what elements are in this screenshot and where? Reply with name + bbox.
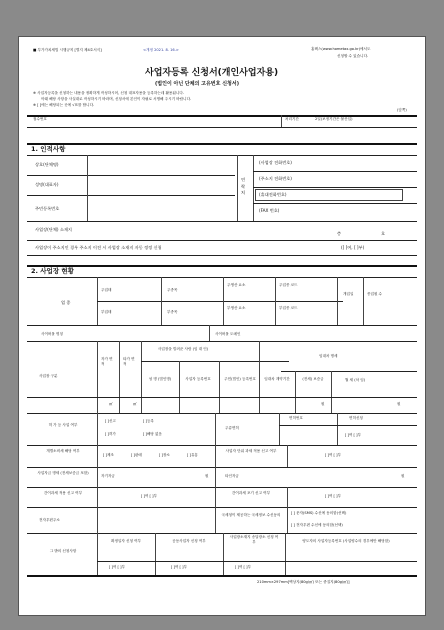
sub-sector: 부생산 요소 (227, 306, 246, 310)
main-business-type: 주업태 (101, 288, 112, 292)
auto-address-change-choice[interactable]: ([ ]여, [ ]부) (341, 245, 365, 250)
lessor-id-label: 주민(법인) 등록번호 (224, 377, 256, 381)
revision-date: <개정 2021. 8. 16.> (143, 48, 179, 52)
processing-period-label: 처리기간 (285, 117, 299, 121)
unit-taxation-label: 사업자 단위 과세 적용 신고 여부 (225, 449, 277, 453)
contact-label: 연 락 처 (241, 177, 246, 196)
license-apply-choice[interactable]: [ ]여 [ ]부 (345, 433, 361, 437)
joint-business-choice[interactable]: [ ]여 [ ]부 (171, 565, 187, 569)
floor-suffix: 층 (337, 231, 342, 236)
form-reference: ■ 부가가치세법 시행규칙 [별지 제4호서식] (33, 48, 102, 52)
main-business-item: 주종목 (167, 288, 178, 292)
mobile-label: (휴대전화번호) (259, 192, 287, 197)
resident-number-label: 주민등록번호 (35, 206, 60, 211)
owned-area-label: 자가 면적 (101, 357, 113, 367)
transferor-biz-no-label: 양도자의 사업자등록번호 (사업양수의 경우에만 해당함) (302, 539, 390, 543)
nts-notice-label: 국세청이 제공하는 국세정보 수신동의 (221, 513, 281, 517)
deposit-won-unit: 원 (321, 402, 325, 406)
simplified-abandon-label: 간이과세 포기 신고 여부 (231, 491, 271, 495)
home-phone-label: (주소지 전화번호) (259, 176, 292, 181)
monthly-rent-label: 월 세 (차 임) (345, 378, 366, 382)
excise-manufacture[interactable]: [ ]제조 (103, 453, 114, 457)
main-sector: 주생산 요소 (227, 283, 246, 287)
funds-label: 사업자금 명세 (전세보증금 포함) (37, 471, 89, 475)
cyber-mall-name-label: 사이버몰 명칭 (41, 332, 63, 336)
fixed-date-request-label: 확정일자 신청 여부 (110, 539, 142, 543)
report-checkbox[interactable]: [ ]신고 (105, 419, 116, 423)
excise-tax-label: 개별소비세 해당 여부 (46, 449, 80, 453)
lessor-biz-no-label: 사업자 등록번호 (185, 377, 211, 381)
cyber-mall-domain-label: 사이버몰 도메인 (215, 332, 241, 336)
simplified-abandon-choice[interactable]: [ ]여 [ ]부 (325, 494, 341, 498)
delivery-place-label: 사업장소재지 송달장소 신청 여부 (229, 535, 279, 545)
rented-sqm-unit: ㎡ (133, 402, 137, 406)
email-label: 전자우편주소 (39, 518, 60, 522)
lessor-name-label: 성 명 (법인명) (148, 377, 172, 381)
owned-sqm-unit: ㎡ (109, 402, 113, 406)
other-funds-won: 원 (401, 474, 405, 478)
sms-agree-checkbox[interactable]: [ ] 문자(SMS) 수신에 동의함(선택) (291, 511, 347, 515)
license-apply-label: 면허신청 (349, 416, 363, 420)
fax-label: (FAX 번호) (259, 208, 280, 213)
note-line-2: 아래 해당 사항을 사실대로 작성하시기 바라며, 신청서에 본인이 자필로 서명해 주시기 바랍니다. (41, 97, 192, 101)
lease-group-label: 임대차 명세 (319, 354, 338, 358)
representative-label: 성명(대표자) (35, 182, 59, 187)
unit-taxation-choice[interactable]: [ ]여 [ ]부 (325, 453, 341, 457)
note-line-3: ※ [ ]에는 해당되는 곳에 √표를 합니다. (33, 103, 95, 107)
unit-suffix: 호 (381, 231, 386, 236)
joint-business-label: 공동사업자 신청 여부 (172, 539, 206, 543)
hometax-note-2: 신청할 수 있습니다. (337, 54, 369, 58)
trade-name-label: 상호(단체명) (35, 162, 59, 167)
email-agree-checkbox[interactable]: [ ] 전자우편 수신에 동의함(선택) (291, 523, 343, 527)
lessor-group-label: 사업장을 빌려준 사람 (임 대 인) (157, 347, 209, 351)
lease-period-label: 임대차 계약기간 (264, 377, 290, 381)
page-side-label: (앞쪽) (397, 108, 407, 112)
other-requests-label: 그 밖의 신청사항 (49, 549, 77, 553)
own-funds-won: 원 (205, 474, 209, 478)
paper-spec: 210mm×297mm[백상지(80g/㎡) 또는 중질지(80g/㎡)] (257, 580, 350, 584)
simplified-taxation-label: 간이과세 적용 신고 여부 (43, 491, 83, 495)
main-industry-code: 주업종 코드 (279, 283, 298, 287)
section-2-title: 2. 사업장 현황 (31, 267, 74, 275)
register-checkbox[interactable]: [ ]등록 (143, 419, 154, 423)
form-subtitle: (법인이 아닌 단체의 고유번호 신청서) (155, 81, 239, 87)
delivery-place-choice[interactable]: [ ]여 [ ]부 (235, 565, 251, 569)
processing-period-value: 2일(보정기간은 불산입) (315, 117, 353, 121)
section-1-title: 1. 인적사항 (31, 145, 66, 153)
auto-address-change-question: 사업장이 주소지인 경우 주소지 이전 시 사업장 소재지 자동 정정 신청 (35, 245, 162, 250)
license-number-label: 면허번호 (289, 416, 303, 420)
liquor-license-label: 주류면허 (225, 426, 239, 430)
note-line-1: ※ 사업자등록을 신청하는 내용을 정확하게 작성하시어, 신청 대표자용을 등록하는데 활용됩니다. (33, 91, 184, 95)
sub-industry-code: 부업종 코드 (279, 306, 298, 310)
simplified-taxation-choice[interactable]: [ ]여 [ ]부 (141, 494, 157, 498)
business-phone-label: (사업장 전화번호) (259, 160, 292, 165)
not-applicable-checkbox[interactable]: [ ]해당 없음 (143, 432, 162, 436)
employee-count-label: 종업원 수 (367, 292, 383, 296)
other-funds-label: 타인자금 (225, 474, 239, 478)
excise-place[interactable]: [ ]장소 (159, 453, 170, 457)
form-title: 사업자등록 신청서(개인사업자용) (145, 68, 279, 78)
excise-entertainment[interactable]: [ ]유흥 (187, 453, 198, 457)
license-business-label: 허 가 등 사업 여부 (48, 423, 78, 427)
own-funds-label: 자기자금 (101, 474, 115, 478)
deposit-label: (전세) 보증금 (302, 377, 324, 381)
hometax-note: 홈택스(www.hometax.go.kr)에서도 (311, 47, 371, 51)
permit-checkbox[interactable]: [ ]허가 (105, 432, 116, 436)
receipt-number-label: 접수번호 (33, 117, 47, 121)
rent-won-unit: 원 (397, 402, 401, 406)
industry-label: 업 종 (61, 300, 71, 305)
rented-area-label: 타가 면적 (123, 357, 135, 367)
sub-business-item: 부종목 (167, 310, 178, 314)
sub-business-type: 부업태 (101, 310, 112, 314)
opening-date-label: 개업일 (343, 292, 354, 296)
form-page (18, 36, 426, 616)
site-type-label: 사업장 구분 (39, 374, 58, 378)
fixed-date-choice[interactable]: [ ]여 [ ]부 (109, 565, 125, 569)
excise-sale[interactable]: [ ]판매 (131, 453, 142, 457)
rule (27, 115, 417, 117)
business-address-label: 사업장(단체) 소재지 (35, 227, 72, 232)
